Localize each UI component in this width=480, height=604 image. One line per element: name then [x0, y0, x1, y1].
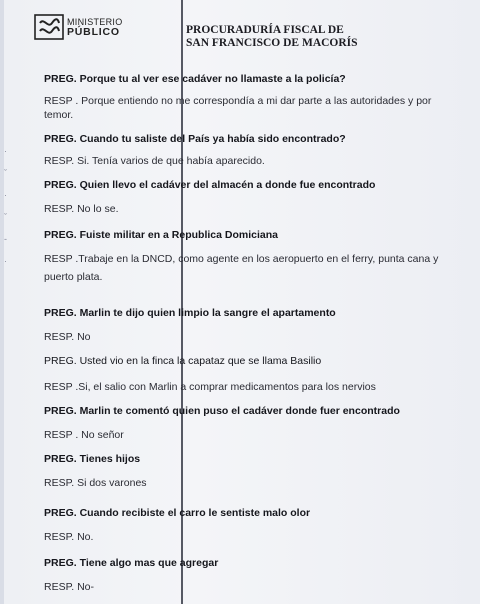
- answer-line: RESP .Si, el salio con Marlin a comprar medicamentos para los nervios: [44, 381, 376, 393]
- answer-line: RESP . No señor: [44, 429, 124, 441]
- office-title: [186, 24, 466, 50]
- office-title-line-1: PROCURADURÍA FISCAL DE: [186, 24, 344, 36]
- question-line: PREG. Cuando recibiste el carro le sentiste malo olor: [44, 507, 311, 519]
- question-line: PREG. Marlin te dijo quien limpio la sangre el apartamento: [44, 307, 336, 319]
- logo-line-2: PÚBLICO: [67, 26, 120, 38]
- answer-line: RESP. Si dos varones: [44, 477, 147, 489]
- question-line: PREG. Tiene algo mas que agregar: [44, 557, 219, 569]
- answer-line: RESP. No-: [44, 581, 94, 593]
- office-title-line-2: SAN FRANCISCO DE MACORÍS: [186, 37, 358, 49]
- question-line: PREG. Cuando tu saliste del País ya había sido encontrado?: [44, 133, 346, 145]
- document-header: [34, 10, 474, 56]
- answer-line: RESP . Porque entiendo no me correspondía a mi dar parte a las autoridades y por temor.: [44, 95, 432, 121]
- question-line: PREG. Tienes hijos: [44, 453, 141, 465]
- answer-line: RESP. No.: [44, 531, 94, 543]
- question-line: PREG. Usted vio en la finca la capataz que se llama Basilio: [44, 355, 322, 367]
- document-page: [4, 0, 480, 604]
- logo-line-1: MINISTERIO: [67, 17, 123, 27]
- question-line: PREG. Fuiste militar en a Republica Domiciana: [44, 229, 278, 241]
- question-line: PREG. Quien llevo el cadáver del almacén a donde fue encontrado: [44, 179, 376, 191]
- margin-handwriting: · ˇ · ˇ - ·: [4, 146, 7, 266]
- answer-line: RESP. No lo se.: [44, 203, 119, 215]
- ministerio-publico-logo: [34, 12, 136, 42]
- ministry-emblem-icon: [34, 14, 64, 40]
- question-line: PREG. Porque tu al ver ese cadáver no llamaste a la policía?: [44, 73, 346, 85]
- answer-line: RESP .Trabaje en la DNCD, como agente en los aeropuerto en el ferry, punta cana y puerto plata.: [44, 253, 439, 283]
- question-line: PREG. Marlin te comentó quien puso el cadáver donde fuer encontrado: [44, 405, 400, 417]
- answer-line: RESP. Si. Tenía varios de que había aparecido.: [44, 155, 265, 167]
- answer-line: RESP. No: [44, 331, 91, 343]
